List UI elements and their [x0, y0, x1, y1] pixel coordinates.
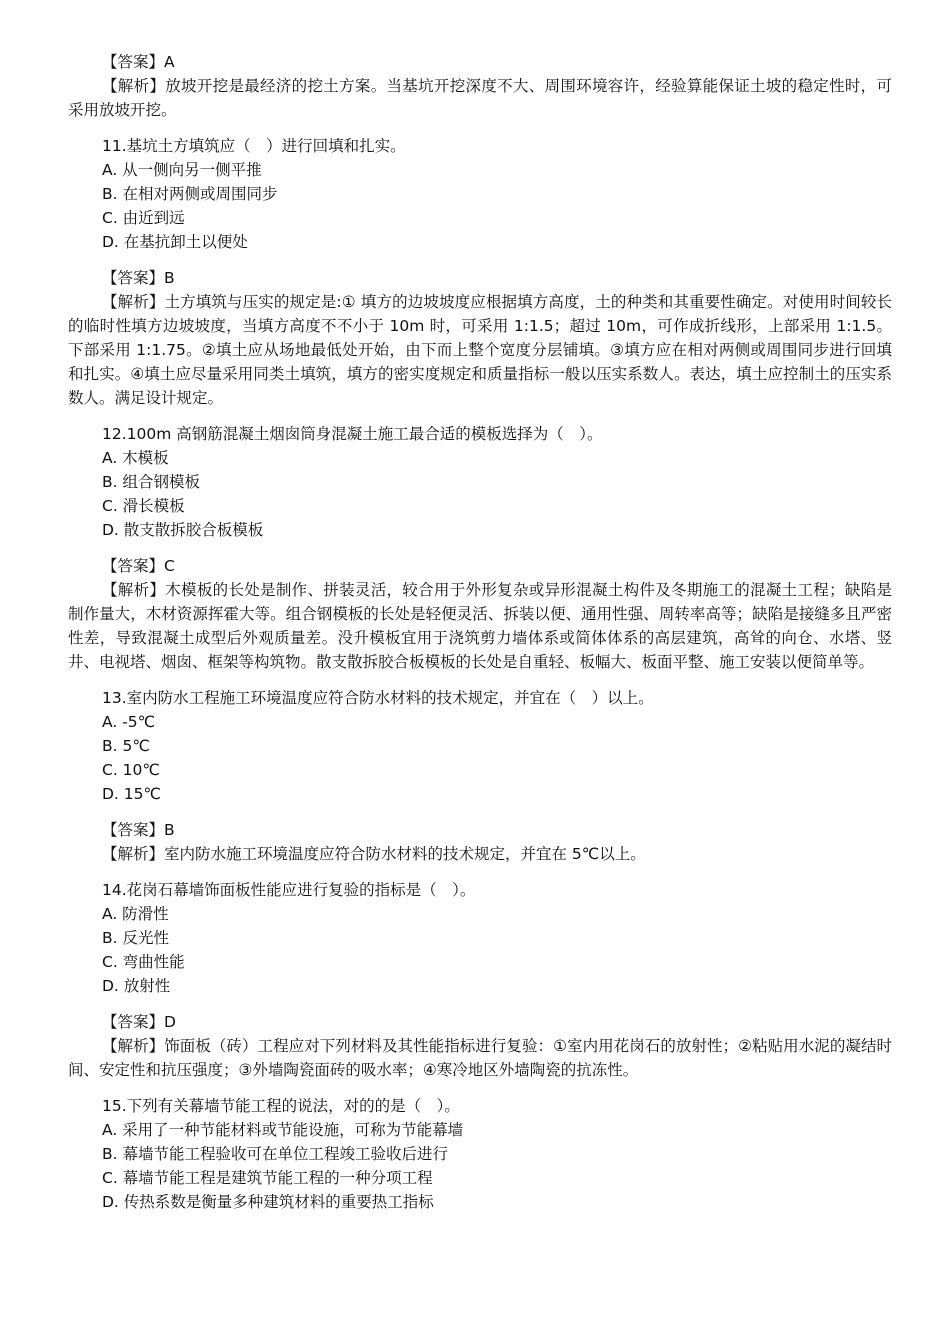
option-d: D. 传热系数是衡量多种建筑材料的重要热工指标 [102, 1193, 434, 1211]
analysis-block [68, 74, 892, 122]
analysis-text: 【解析】放坡开挖是最经济的挖土方案。当基坑开挖深度不大、周围环境容许，经验算能保证土坡的稳定性时，可采用放坡开挖。 [68, 77, 892, 119]
analysis-block [68, 842, 892, 866]
analysis-block [68, 290, 892, 410]
option-c: C. 弯曲性能 [102, 953, 185, 971]
option-d: D. 放射性 [102, 977, 171, 995]
question-text: 15.下列有关幕墙节能工程的说法，对的的是（ ）。 [102, 1097, 460, 1115]
answer-block [68, 554, 892, 578]
analysis-text: 【解析】土方填筑与压实的规定是:① 填方的边坡坡度应根据填方高度，土的种类和其重要性确定。对使用时间较长的临时性填方边坡坡度，当填方高度不不小于 10m 时，可采用 1:1.5；超过 10m，可作成折线形，上部采用 1:1.5。下部采用 1:1.75。②填土应从场地最低处开始，由下而上整个宽度分层铺填。③填方应在相对两侧或周围同步进行回填和扎实。④填土应尽量采用同类土填筑，填方的密实度规定和质量指标一般以压实系数人。表达，填土应控制土的压实系数人。满足设计规定。 [68, 293, 893, 407]
answer-block [68, 1010, 892, 1034]
analysis-text: 【解析】木模板的长处是制作、拼装灵活，较合用于外形复杂或异形混凝土构件及冬期施工的混凝土工程；缺陷是制作量大，木材资源挥霍大等。组合钢模板的长处是轻便灵活、拆装以便、通用性强、周转率高等；缺陷是接缝多且严密性差，导致混凝土成型后外观质量差。没升模板宜用于浇筑剪力墙体系或简体体系的高层建筑，高耸的向仓、水塔、竖井、电视塔、烟囱、框架等构筑物。散支散拆胶合板模板的长处是自重轻、板幅大、板面平整、施工安装以便简单等。 [68, 581, 892, 671]
option-c: C. 滑长模板 [102, 497, 185, 515]
question-text: 12.100m 高钢筋混凝土烟囱筒身混凝土施工最合适的模板选择为（ ）。 [102, 425, 603, 443]
option-b: B. 在相对两侧或周围同步 [102, 185, 278, 203]
option-d: D. 在基抗卸土以便处 [102, 233, 248, 251]
option-b: B. 幕墙节能工程验收可在单位工程竣工验收后进行 [102, 1145, 448, 1163]
answer-text: 【答案】B [102, 821, 175, 839]
question-11 [68, 134, 892, 254]
question-13 [68, 686, 892, 806]
analysis-block [68, 578, 892, 674]
analysis-text: 【解析】饰面板（砖）工程应对下列材料及其性能指标进行复验：①室内用花岗石的放射性；②粘贴用水泥的凝结时间、安定性和抗压强度；③外墙陶瓷面砖的吸水率；④寒冷地区外墙陶瓷的抗冻性。 [68, 1037, 892, 1079]
option-a: A. -5℃ [102, 713, 156, 731]
answer-text: 【答案】C [102, 557, 175, 575]
analysis-block [68, 1034, 892, 1082]
option-a: A. 从一侧向另一侧平推 [102, 161, 262, 179]
option-b: B. 反光性 [102, 929, 169, 947]
question-14 [68, 878, 892, 998]
answer-text: 【答案】A [102, 53, 175, 71]
option-b: B. 5℃ [102, 737, 150, 755]
answer-text: 【答案】D [102, 1013, 176, 1031]
option-c: C. 幕墙节能工程是建筑节能工程的一种分项工程 [102, 1169, 433, 1187]
question-text: 13.室内防水工程施工环境温度应符合防水材料的技术规定，并宜在（ ）以上。 [102, 689, 654, 707]
answer-text: 【答案】B [102, 269, 175, 287]
question-text: 14.花岗石幕墙饰面板性能应进行复验的指标是（ ）。 [102, 881, 476, 899]
option-c: C. 由近到远 [102, 209, 185, 227]
answer-block [68, 50, 892, 74]
analysis-text: 【解析】室内防水施工环境温度应符合防水材料的技术规定，并宜在 5℃以上。 [102, 845, 646, 863]
option-a: A. 采用了一种节能材料或节能设施，可称为节能幕墙 [102, 1121, 464, 1139]
question-15 [68, 1094, 892, 1214]
option-c: C. 10℃ [102, 761, 160, 779]
option-a: A. 木模板 [102, 449, 169, 467]
option-a: A. 防滑性 [102, 905, 169, 923]
answer-block [68, 818, 892, 842]
option-d: D. 散支散拆胶合板模板 [102, 521, 264, 539]
answer-block [68, 266, 892, 290]
question-12 [68, 422, 892, 542]
option-d: D. 15℃ [102, 785, 161, 803]
option-b: B. 组合钢模板 [102, 473, 200, 491]
question-text: 11.基坑土方填筑应（ ）进行回填和扎实。 [102, 137, 406, 155]
